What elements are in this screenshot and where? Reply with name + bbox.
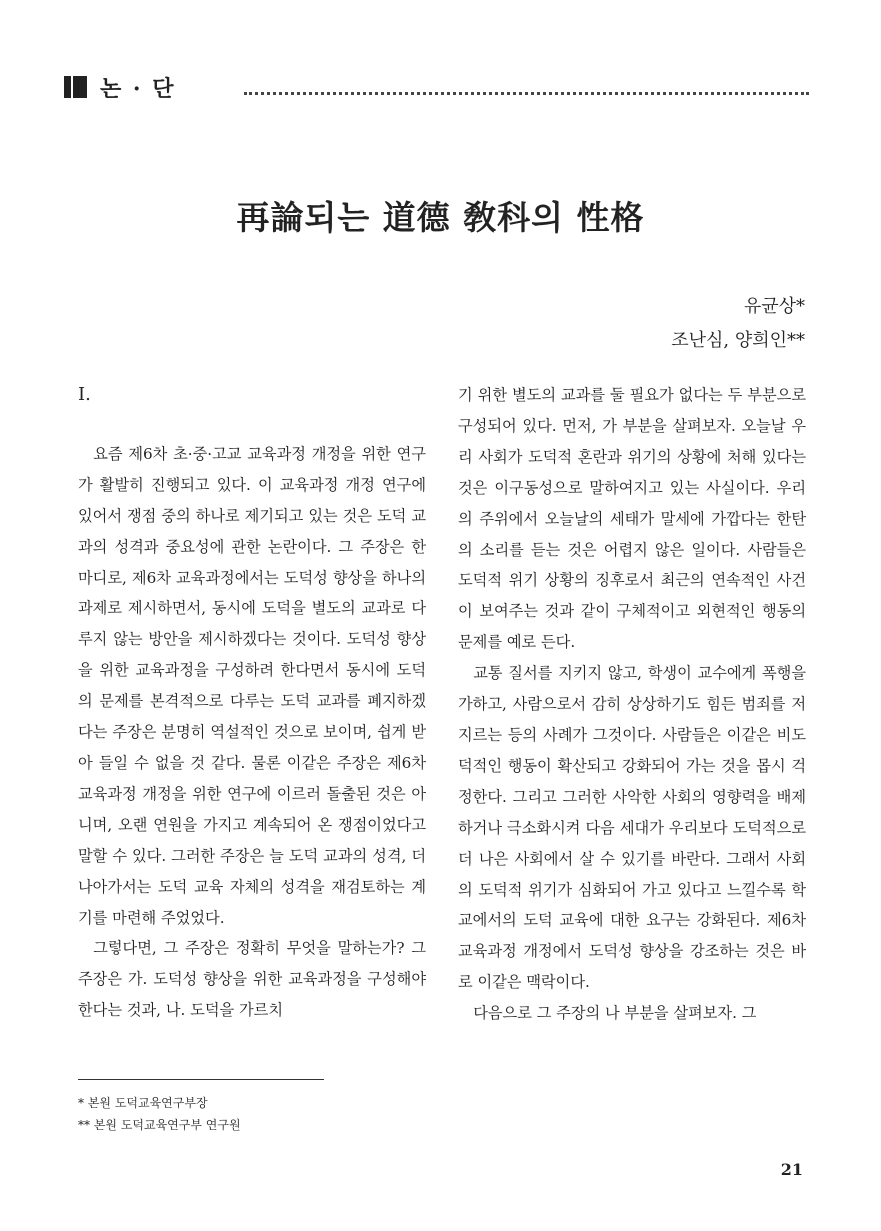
author-block [671,290,805,358]
right-column [458,380,806,1029]
body-paragraph: 교통 질서를 지키지 않고, 학생이 교수에게 폭행을 가하고, 사람으로서 감히 상상하기도 힘든 범죄를 저지르는 등의 사례가 그것이다. 사람들은 이같은 비도덕적인 행동이 확산되고 강화되어 가는 것을 몹시 걱정한다. 그리고 그러한 사악한 사회의 영향력을 배제하거나 극소화시켜 다음 세대가 우리보다 도덕적으로 더 나은 사회에서 살 수 있기를 바란다. 그래서 사회의 도덕적 위기가 심화되어 가고 있다고 느낄수록 학교에서의 도덕 교육에 대한 요구는 강화된다. 제6차 교육과정 개정에서 도덕성 향상을 강조하는 것은 바로 이같은 맥락이다. [458,664,806,992]
section-heading: I. [78,384,91,405]
footnote-divider [78,1079,324,1080]
section-label: 논 · 단 [100,76,176,102]
body-paragraph: 기 위한 별도의 교과를 둘 필요가 없다는 두 부분으로 구성되어 있다. 먼저, 가 부분을 살펴보자. 오늘날 우리 사회가 도덕적 혼란과 위기의 상황에 처해 있다는 것은 이구동성으로 말하여지고 있는 사실이다. 우리의 주위에서 오늘날의 세태가 말세에 가깝다는 한탄의 소리를 듣는 것은 어렵지 않은 일이다. 사람들은 도덕적 위기 상황의 징후로서 최근의 연속적인 사건이 보여주는 것과 같이 구체적이고 외현적인 행동의 문제를 예로 든다. [458,386,806,652]
left-column [78,380,426,1026]
footnotes [78,1092,241,1136]
author-line: 유균상* [743,296,805,317]
header-dotted-rule [244,92,809,95]
header-marker [64,76,71,98]
body-paragraph: 그렇다면, 그 주장은 정확히 무엇을 말하는가? 그 주장은 가. 도덕성 향상을 위한 교육과정을 구성해야 한다는 것과, 나. 도덕을 가르치 [78,939,426,1020]
header-marker [73,76,87,98]
page-number: 21 [780,1160,803,1179]
author-line: 조난심, 양희인** [671,330,805,351]
body-paragraph: 다음으로 그 주장의 나 부분을 살펴보자. 그 [473,1004,757,1023]
body-paragraph: 요즘 제6차 초·중·고교 교육과정 개정을 위한 연구가 활발히 진행되고 있다. 이 교육과정 개정 연구에 있어서 쟁점 중의 하나로 제기되고 있는 것은 도덕 교과의 성격과 중요성에 관한 논란이다. 그 주장은 한 마디로, 제6차 교육과정에서는 도덕성 향상을 하나의 과제로 제시하면서, 동시에 도덕을 별도의 교과로 다루지 않는 방안을 제시하겠다는 것이다. 도덕성 향상을 위한 교육과정을 구성하려 한다면서 동시에 도덕의 문제를 본격적으로 다루는 도덕 교과를 폐지하겠다는 주장은 분명히 역설적인 것으로 보이며, 쉽게 받아 들일 수 없을 것 같다. 물론 이같은 주장은 제6차 교육과정 개정을 위한 연구에 이르러 돌출된 것은 아니며, 오랜 연원을 가지고 계속되어 온 쟁점이었다고 말할 수 있다. 그러한 주장은 늘 도덕 교과의 성격, 더 나아가서는 도덕 교육 자체의 성격을 재검토하는 계기를 마련해 주었었다. [78,444,426,927]
section-header [64,72,809,102]
footnote: * 본원 도덕교육연구부장 [78,1096,208,1110]
article-title: 再論되는 道德 敎科의 性格 [236,198,645,237]
footnote: ** 본원 도덕교육연구부 연구원 [78,1118,241,1132]
